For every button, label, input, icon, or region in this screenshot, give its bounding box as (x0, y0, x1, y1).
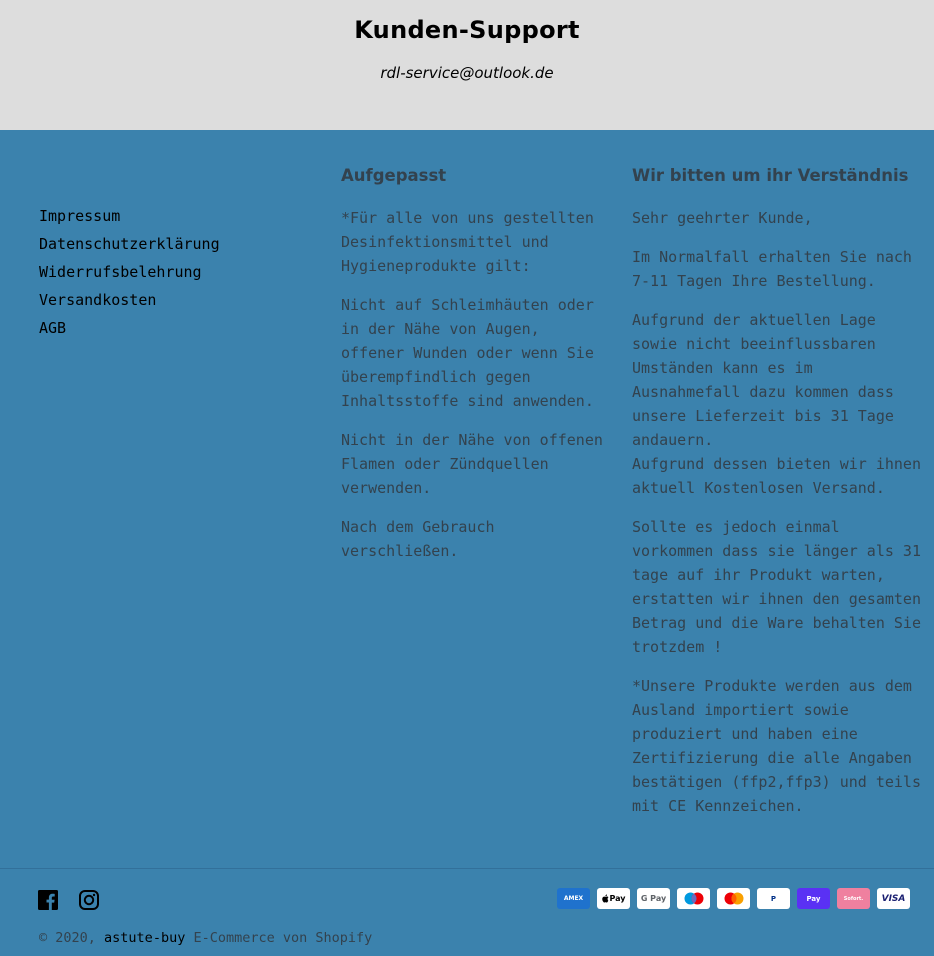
footer-link-datenschutz[interactable]: Datenschutzerklärung (39, 235, 220, 253)
column-paragraph: Sollte es jedoch einmal vorkommen dass sie länger als 31 tage auf ihr Produkt warten, erstatten wir ihnen den gesamten Betrag und die Ware behalten Sie trotzdem ! (632, 518, 921, 656)
paypal-icon: P (757, 888, 790, 909)
column-paragraph: Im Normalfall erhalten Sie nach 7-11 Tagen Ihre Bestellung. (632, 248, 912, 290)
column-heading: Aufgepasst (341, 166, 447, 185)
footer-link-agb[interactable]: AGB (39, 319, 67, 337)
site-footer (0, 130, 934, 956)
mastercard-icon (717, 888, 750, 909)
column-heading: Wir bitten um ihr Verständnis (632, 166, 909, 185)
footer-column-notice (632, 164, 922, 833)
copyright (39, 930, 372, 946)
column-paragraph: Nicht auf Schleimhäuten oder in der Nähe von Augen, offener Wunden oder wenn Sie überempfindlich gegen Inhaltsstoffe sind anwenden. (341, 296, 594, 410)
payment-icons (557, 888, 910, 909)
visa-icon: VISA (877, 888, 910, 909)
support-email: rdl-service@outlook.de (380, 64, 554, 82)
google-pay-icon: G Pay (637, 888, 670, 909)
social-links (38, 890, 99, 910)
column-paragraph: *Unsere Produkte werden aus dem Ausland importiert sowie produziert und haben eine Zertifizierung die alle Angaben bestätigen (ffp2,ffp3) und teils mit CE Kennzeichen. (632, 677, 921, 815)
facebook-icon[interactable] (38, 890, 58, 910)
shop-pay-icon: Pay (797, 888, 830, 909)
footer-link-impressum[interactable]: Impressum (39, 207, 121, 225)
column-paragraph: Nach dem Gebrauch verschließen. (341, 518, 495, 560)
footer-links (39, 206, 220, 346)
shopify-link[interactable]: E-Commerce von Shopify (193, 930, 373, 946)
apple-pay-icon (597, 888, 630, 909)
customer-support-section (0, 0, 934, 130)
footer-link-widerruf[interactable]: Widerrufsbelehrung (39, 263, 202, 281)
column-paragraph: *Für alle von uns gestellten Desinfektionsmittel und Hygieneprodukte gilt: (341, 209, 594, 275)
copyright-prefix: © 2020, (39, 930, 96, 946)
column-paragraph: Nicht in der Nähe von offenen Flamen oder Zündquellen verwenden. (341, 431, 603, 497)
amex-icon: AMEX (557, 888, 590, 909)
sofort-icon: Sofort. (837, 888, 870, 909)
maestro-icon (677, 888, 710, 909)
apple-pay-label: Pay (609, 894, 626, 903)
column-paragraph: Sehr geehrter Kunde, (632, 209, 813, 227)
store-name-link[interactable]: astute-buy (104, 930, 186, 946)
column-paragraph: Aufgrund der aktuellen Lage sowie nicht beeinflussbaren Umständen kann es im Ausnahmefall dazu kommen dass unsere Lieferzeit bis 31 Tage andauern. Aufgrund dessen bieten wir ihnen aktuell Kostenlosen Versand. (632, 311, 921, 497)
instagram-icon[interactable] (79, 890, 99, 910)
footer-divider (0, 868, 934, 869)
footer-link-versandkosten[interactable]: Versandkosten (39, 291, 157, 309)
support-title: Kunden-Support (354, 16, 580, 44)
footer-column-warning (341, 164, 611, 578)
